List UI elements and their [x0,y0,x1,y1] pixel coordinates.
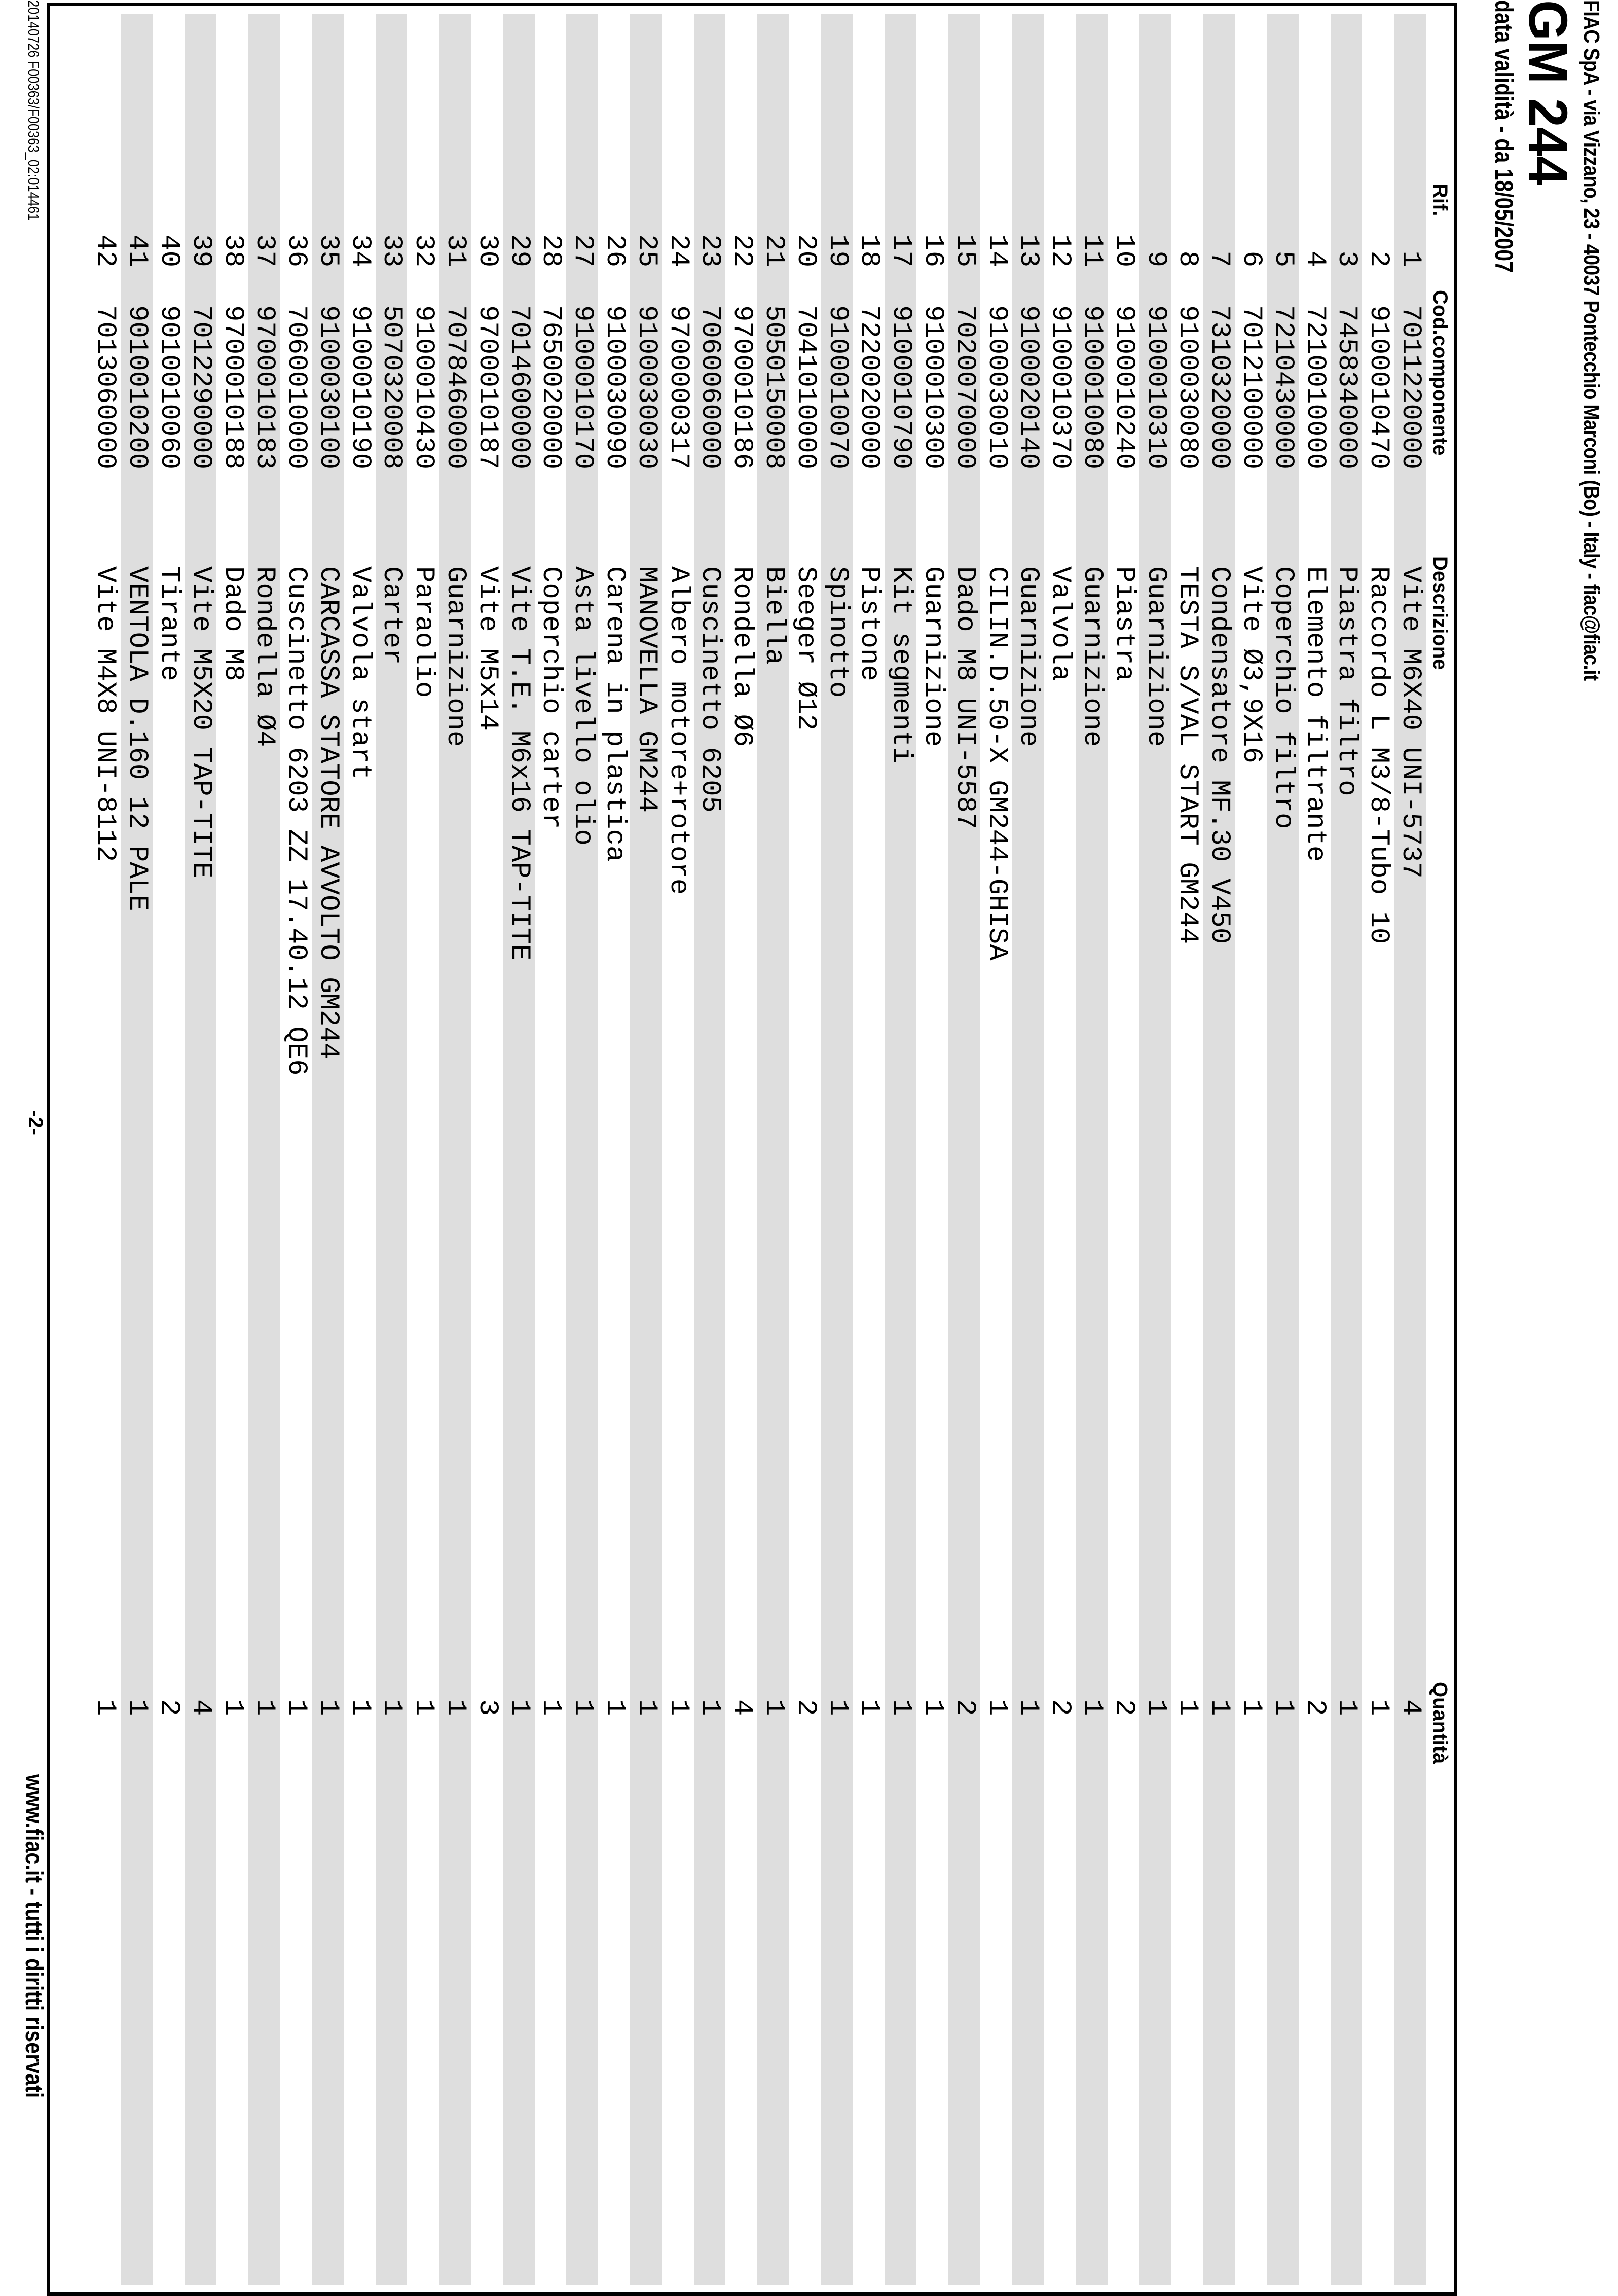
cell-quantity: 1 [599,1699,631,1716]
cell-rif: 23 [694,234,726,267]
table-row [216,14,248,2285]
cell-quantity: 1 [344,1699,376,1716]
cell-rif: 19 [822,234,853,267]
cell-code: 9100030010 [981,305,1012,470]
cell-description: Coperchio filtro [1267,566,1299,829]
table-row [121,14,153,2285]
cell-description: Piastra filtro [1331,566,1363,796]
cell-description: Condensatore MF.30 V450 [1204,566,1235,944]
copyright-notice: www.fiac.it - tutti i diritti riservati [20,1774,47,2098]
table-row [662,14,694,2285]
cell-rif: 16 [917,234,949,267]
cell-rif: 9 [1140,250,1171,267]
cell-quantity: 1 [1172,1699,1203,1716]
cell-code: 7060010000 [281,305,312,470]
table-row [1171,14,1203,2285]
column-header-description: Descrizione [1429,556,1451,670]
cell-description: Vite M5x14 [471,566,503,731]
cell-quantity: 1 [503,1699,535,1716]
cell-quantity: 2 [1045,1699,1076,1716]
cell-description: CILIN.D.50-X GM244-GHISA [981,566,1012,961]
cell-quantity: 1 [1331,1699,1363,1716]
cell-description: Elemento filtrante [1299,566,1331,862]
cell-quantity: 4 [726,1699,758,1716]
page-title: GM 244 [1518,0,1579,185]
document-code: 20140726 F00363/F00363_02:014461 [25,0,42,221]
table-row [1139,14,1171,2285]
cell-quantity: 1 [917,1699,949,1716]
cell-quantity: 1 [822,1699,853,1716]
cell-rif: 21 [758,234,790,267]
cell-quantity: 1 [440,1699,471,1716]
cell-description: Dado M8 [217,566,248,681]
cell-description: TESTA S/VAL START GM244 [1172,566,1203,944]
cell-description: Tirante [153,566,185,681]
column-header-quantity: Quantità [1429,1682,1451,1764]
cell-rif: 14 [981,234,1012,267]
table-row [1267,14,1299,2285]
cell-code: 7310320000 [1204,305,1235,470]
cell-description: Biella [758,566,790,665]
cell-description: Guarnizione [440,566,471,747]
table-row [789,14,821,2285]
cell-code: 9100020140 [1013,305,1044,470]
cell-code: 9700010183 [249,305,280,470]
cell-code: 9100010300 [917,305,949,470]
cell-rif: 36 [281,234,312,267]
cell-code: 9100010080 [1077,305,1108,470]
cell-rif: 33 [376,234,408,267]
cell-quantity: 1 [1236,1699,1267,1716]
cell-quantity: 1 [1140,1699,1171,1716]
cell-rif: 8 [1172,250,1203,267]
cell-description: Guarnizione [1077,566,1108,747]
table-row [344,14,376,2285]
table-row [535,14,567,2285]
cell-rif: 28 [535,234,567,267]
table-row [408,14,439,2285]
cell-code: 7011220000 [1395,305,1426,470]
cell-description: Vite M6X40 UNI-5737 [1395,566,1426,879]
cell-code: 7458340000 [1331,305,1363,470]
cell-rif: 39 [185,234,216,267]
cell-rif: 26 [599,234,631,267]
cell-rif: 13 [1013,234,1044,267]
table-row [885,14,916,2285]
cell-description: Seeger Ø12 [790,566,821,731]
table-row [916,14,948,2285]
cell-rif: 41 [122,234,153,267]
column-header-rif: Rif. [1429,184,1451,216]
cell-rif: 5 [1267,250,1299,267]
cell-code: 9700010186 [726,305,758,470]
cell-code: 9100030080 [1172,305,1203,470]
cell-rif: 27 [567,234,599,267]
cell-description: Paraolio [408,566,439,698]
cell-quantity: 1 [249,1699,280,1716]
cell-rif: 17 [886,234,917,267]
cell-description: Cuscinetto 6203 ZZ 17.40.12 QE6 [281,566,312,1076]
cell-quantity: 1 [981,1699,1012,1716]
cell-description: Dado M8 UNI-5587 [949,566,980,829]
cell-description: CARCASSA STATORE AVVOLTO GM244 [312,566,344,1060]
table-row [1044,14,1076,2285]
cell-description: MANOVELLA GM244 [631,566,662,813]
cell-code: 5050150008 [758,305,790,470]
cell-rif: 25 [631,234,662,267]
table-row [503,14,535,2285]
cell-code: 9700010188 [217,305,248,470]
table-row [280,14,312,2285]
page-number: -2- [24,1110,47,1135]
cell-code: 7012290000 [185,305,216,470]
table-row [185,14,216,2285]
table-row [1203,14,1235,2285]
table-row [89,14,121,2285]
cell-quantity: 1 [758,1699,790,1716]
cell-quantity: 2 [153,1699,185,1716]
cell-rif: 30 [471,234,503,267]
cell-rif: 42 [90,234,121,267]
cell-code: 7020070000 [949,305,980,470]
cell-description: Pistone [854,566,885,681]
cell-rif: 2 [1363,250,1394,267]
cell-code: 7013060000 [90,305,121,470]
table-row [821,14,853,2285]
cell-quantity: 1 [312,1699,344,1716]
cell-code: 7210430000 [1267,305,1299,470]
cell-rif: 4 [1299,250,1331,267]
cell-quantity: 1 [886,1699,917,1716]
cell-code: 7041010000 [790,305,821,470]
cell-rif: 18 [854,234,885,267]
cell-code: 9010010200 [122,305,153,470]
cell-description: Albero motore+rotore [663,566,694,895]
table-row [376,14,408,2285]
table-row [630,14,662,2285]
cell-code: 7210010000 [1299,305,1331,470]
cell-quantity: 1 [535,1699,567,1716]
cell-code: 9100010170 [567,305,599,470]
cell-quantity: 1 [1267,1699,1299,1716]
table-row [694,14,726,2285]
cell-description: Guarnizione [1140,566,1171,747]
cell-quantity: 1 [694,1699,726,1716]
cell-rif: 6 [1236,250,1267,267]
table-row [980,14,1012,2285]
validity-date: data validità - da 18/05/2007 [1490,0,1518,273]
cell-rif: 7 [1204,250,1235,267]
cell-rif: 24 [663,234,694,267]
cell-description: Vite M5X20 TAP-TITE [185,566,216,879]
table-row [566,14,598,2285]
cell-quantity: 1 [1204,1699,1235,1716]
cell-code: 9100030030 [631,305,662,470]
table-row [598,14,630,2285]
cell-code: 7014600000 [503,305,535,470]
company-address: FIAC SpA - via Vizzano, 23 - 40037 Pontecchio Marconi (Bo) - Italy - fiac@fiac.it [1579,0,1604,681]
cell-description: Valvola start [344,566,376,780]
table-body [89,6,1426,2292]
cell-code: 9100010070 [822,305,853,470]
cell-code: 7220020000 [854,305,885,470]
table-row [1362,14,1394,2285]
cell-rif: 1 [1395,250,1426,267]
cell-quantity: 1 [631,1699,662,1716]
cell-rif: 40 [153,234,185,267]
cell-rif: 38 [217,234,248,267]
cell-rif: 32 [408,234,439,267]
cell-description: Coperchio carter [535,566,567,829]
table-row [439,14,471,2285]
table-row [1394,14,1426,2285]
cell-rif: 22 [726,234,758,267]
cell-code: 9100010790 [886,305,917,470]
cell-description: Carter [376,566,408,665]
cell-rif: 15 [949,234,980,267]
cell-description: Vite T.E. M6x16 TAP-TITE [503,566,535,961]
table-row [948,14,980,2285]
cell-rif: 10 [1108,234,1139,267]
cell-rif: 20 [790,234,821,267]
cell-description: Valvola [1045,566,1076,681]
cell-rif: 35 [312,234,344,267]
cell-quantity: 2 [1299,1699,1331,1716]
table-row [471,14,503,2285]
table-header [1426,6,1452,2292]
cell-quantity: 1 [281,1699,312,1716]
cell-quantity: 1 [408,1699,439,1716]
cell-rif: 29 [503,234,535,267]
cell-quantity: 2 [1108,1699,1139,1716]
cell-description: Vite Ø3,9X16 [1236,566,1267,763]
column-header-code: Cod.componente [1429,290,1451,456]
cell-description: Raccordo L M3/8-Tubo 10 [1363,566,1394,944]
cell-quantity: 1 [122,1699,153,1716]
cell-quantity: 1 [376,1699,408,1716]
cell-code: 9010010060 [153,305,185,470]
cell-code: 9100010370 [1045,305,1076,470]
cell-quantity: 1 [663,1699,694,1716]
cell-quantity: 1 [90,1699,121,1716]
cell-code: 9100010310 [1140,305,1171,470]
parts-table [47,3,1457,2296]
table-row [1012,14,1044,2285]
cell-description: Cuscinetto 6205 [694,566,726,813]
cell-description: Spinotto [822,566,853,698]
cell-quantity: 1 [217,1699,248,1716]
cell-rif: 11 [1077,234,1108,267]
cell-code: 9100010190 [344,305,376,470]
cell-quantity: 1 [854,1699,885,1716]
cell-code: 7012100000 [1236,305,1267,470]
table-row [1331,14,1363,2285]
cell-rif: 34 [344,234,376,267]
cell-code: 9700010187 [471,305,503,470]
cell-description: VENTOLA D.160 12 PALE [122,566,153,912]
cell-description: Piastra [1108,566,1139,681]
cell-description: Vite M4X8 UNI-8112 [90,566,121,862]
table-row [853,14,885,2285]
table-row [1235,14,1267,2285]
table-row [1299,14,1331,2285]
table-row [1108,14,1139,2285]
cell-rif: 12 [1045,234,1076,267]
cell-description: Carena in plastica [599,566,631,862]
table-row [1076,14,1108,2285]
cell-code: 9100010470 [1363,305,1394,470]
cell-code: 5070320008 [376,305,408,470]
cell-quantity: 2 [790,1699,821,1716]
cell-description: Kit segmenti [886,566,917,763]
cell-code: 9100010240 [1108,305,1139,470]
cell-description: Asta livello olio [567,566,599,846]
table-row [153,14,185,2285]
cell-quantity: 1 [1013,1699,1044,1716]
cell-code: 7060060000 [694,305,726,470]
cell-rif: 3 [1331,250,1363,267]
cell-code: 9100010430 [408,305,439,470]
cell-code: 9700000317 [663,305,694,470]
cell-quantity: 4 [185,1699,216,1716]
cell-description: Guarnizione [1013,566,1044,747]
cell-rif: 37 [249,234,280,267]
table-row [248,14,280,2285]
cell-quantity: 2 [949,1699,980,1716]
cell-quantity: 1 [567,1699,599,1716]
cell-quantity: 3 [471,1699,503,1716]
cell-code: 7650020000 [535,305,567,470]
table-row [725,14,757,2285]
cell-description: Guarnizione [917,566,949,747]
cell-code: 7078460000 [440,305,471,470]
cell-description: Rondella Ø4 [249,566,280,747]
cell-description: Rondella Ø6 [726,566,758,747]
cell-quantity: 1 [1077,1699,1108,1716]
cell-code: 9100030090 [599,305,631,470]
cell-quantity: 4 [1395,1699,1426,1716]
cell-quantity: 1 [1363,1699,1394,1716]
table-row [312,14,344,2285]
table-row [757,14,789,2285]
cell-rif: 31 [440,234,471,267]
cell-code: 9100030100 [312,305,344,470]
